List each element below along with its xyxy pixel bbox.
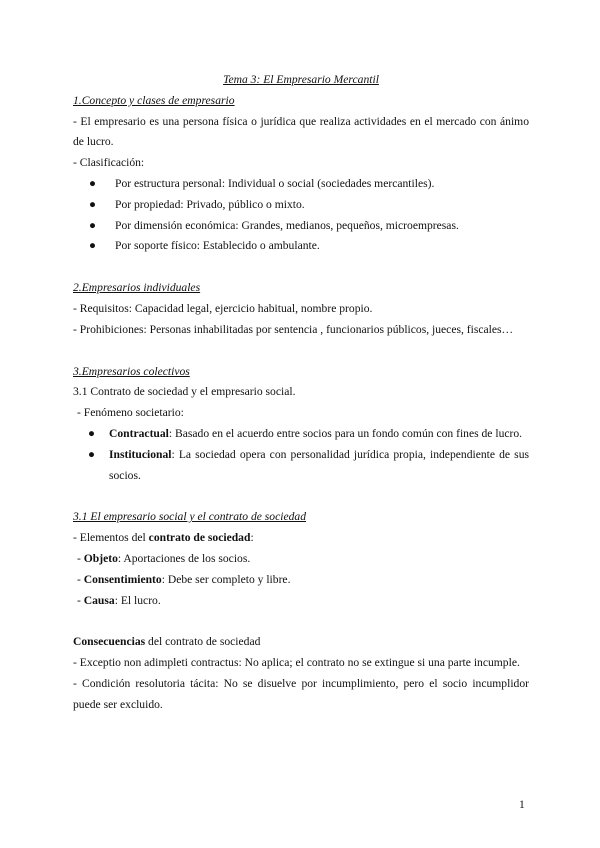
requirements-text: - Requisitos: Capacidad legal, ejercicio habitual, nombre propio. bbox=[73, 301, 373, 315]
list-item: ● Por propiedad: Privado, público o mixto. bbox=[73, 195, 529, 216]
page-number: 1 bbox=[519, 798, 525, 811]
bullet-icon: ● bbox=[88, 447, 96, 461]
element-causa: - Causa: El lucro. bbox=[77, 593, 161, 607]
exceptio-text: - Exceptio non adimpleti contractus: No aplica; el contrato no se extingue si una parte incumple. bbox=[73, 656, 520, 670]
empresario-definition: - El empresario es una persona física o jurídica que realiza actividades en el mercado con ánimo de lucro. bbox=[73, 114, 529, 149]
document-title: Tema 3: El Empresario Mercantil bbox=[223, 73, 379, 86]
section-3-heading: 3.Empresarios colectivos bbox=[73, 364, 190, 378]
list-item: ● Por dimensión económica: Grandes, medianos, pequeños, microempresas. bbox=[73, 216, 529, 237]
section-3-1-heading: 3.1 El empresario social y el contrato de sociedad bbox=[73, 510, 307, 524]
section-2-heading: 2.Empresarios individuales bbox=[73, 281, 201, 295]
elements-label: - Elementos del contrato de sociedad: bbox=[73, 531, 254, 545]
bullet-icon: ● bbox=[89, 218, 97, 232]
document-page bbox=[73, 70, 529, 716]
section-3-intro: 3.1 Contrato de sociedad y el empresario social. bbox=[73, 385, 296, 399]
term-institucional: Institucional bbox=[109, 447, 172, 461]
bullet-icon: ● bbox=[88, 426, 96, 440]
prohibitions-text: - Prohibiciones: Personas inhabilitadas por sentencia , funcionarios públicos, jueces, fiscales… bbox=[73, 322, 514, 336]
section-1-heading: 1.Concepto y clases de empresario bbox=[73, 93, 235, 107]
list-item: ● Contractual: Basado en el acuerdo entre socios para un fondo común con fines de lucro. bbox=[73, 424, 529, 445]
list-item: ● Por estructura personal: Individual o social (sociedades mercantiles). bbox=[73, 174, 529, 195]
list-item: ● Institucional: La sociedad opera con personalidad jurídica propia, independiente de sus socios. bbox=[73, 445, 529, 487]
element-objeto: - Objeto: Aportaciones de los socios. bbox=[77, 551, 251, 565]
condicion-text: - Condición resolutoria tácita: No se disuelve por incumplimiento, pero el socio incumplidor puede ser excluido. bbox=[73, 676, 529, 711]
bullet-icon: ● bbox=[89, 239, 97, 253]
consequences-heading: Consecuencias del contrato de sociedad bbox=[73, 635, 261, 649]
classification-label: - Clasificación: bbox=[73, 156, 145, 170]
phenomenon-label: - Fenómeno societario: bbox=[77, 406, 184, 420]
bullet-icon: ● bbox=[89, 176, 97, 190]
term-contrato-de-sociedad: contrato de sociedad bbox=[148, 531, 251, 545]
bullet-icon: ● bbox=[89, 197, 97, 211]
element-consentimiento: - Consentimiento: Debe ser completo y libre. bbox=[77, 572, 291, 586]
classification-list bbox=[73, 174, 529, 257]
term-contractual: Contractual bbox=[109, 426, 169, 440]
list-item: ● Por soporte físico: Establecido o ambulante. bbox=[73, 236, 529, 257]
phenomenon-list bbox=[73, 424, 529, 486]
